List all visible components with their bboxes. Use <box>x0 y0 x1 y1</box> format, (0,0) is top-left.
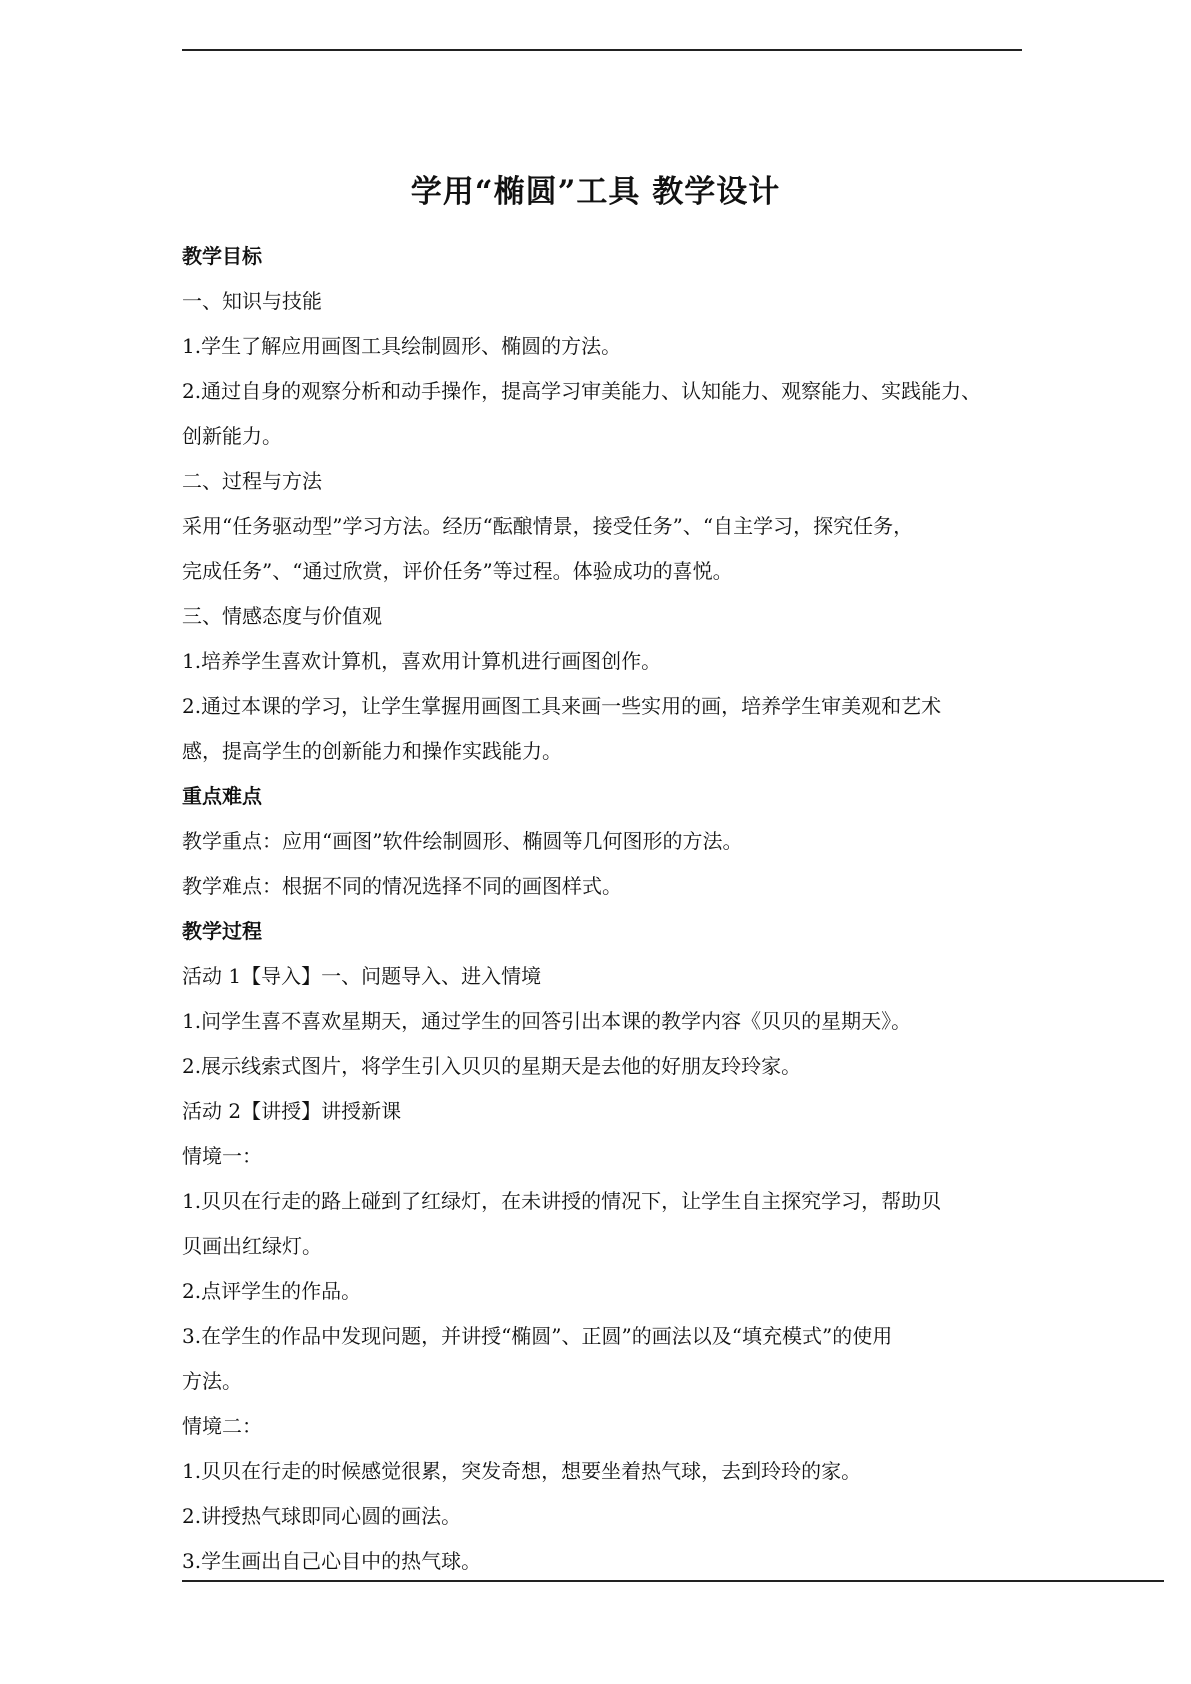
section-heading: 重点难点 <box>182 784 262 808</box>
text-line: 1.培养学生喜欢计算机，喜欢用计算机进行画图创作。 <box>182 649 662 673</box>
text-line: 2.通过本课的学习，让学生掌握用画图工具来画一些实用的画，培养学生审美观和艺术 <box>182 694 942 718</box>
text-line: 情境二： <box>182 1414 262 1438</box>
header-rule <box>182 49 1022 51</box>
text-line: 3.学生画出自己心目中的热气球。 <box>182 1549 482 1573</box>
text-line: 创新能力。 <box>182 424 282 448</box>
text-line: 三、情感态度与价值观 <box>182 604 382 628</box>
text-line: 2.通过自身的观察分析和动手操作，提高学习审美能力、认知能力、观察能力、实践能力、 <box>182 379 982 403</box>
text-line: 活动 1【导入】一、问题导入、进入情境 <box>182 964 542 988</box>
text-line: 贝画出红绿灯。 <box>182 1234 322 1258</box>
text-line: 1.问学生喜不喜欢星期天，通过学生的回答引出本课的教学内容《贝贝的星期天》。 <box>182 1009 912 1033</box>
footer-rule <box>182 1580 1164 1582</box>
text-line: 情境一： <box>182 1144 262 1168</box>
document-body <box>182 234 1022 1584</box>
text-line: 感，提高学生的创新能力和操作实践能力。 <box>182 739 562 763</box>
text-line: 方法。 <box>182 1369 242 1393</box>
text-line: 2.展示线索式图片，将学生引入贝贝的星期天是去他的好朋友玲玲家。 <box>182 1054 802 1078</box>
text-line: 完成任务”、“通过欣赏，评价任务”等过程。体验成功的喜悦。 <box>182 559 733 583</box>
text-line: 教学难点：根据不同的情况选择不同的画图样式。 <box>182 874 622 898</box>
text-line: 教学重点：应用“画图”软件绘制圆形、椭圆等几何图形的方法。 <box>182 829 743 853</box>
document-title: 学用“椭圆”工具 教学设计 <box>410 174 781 210</box>
section-heading: 教学目标 <box>182 244 262 268</box>
text-line: 1.学生了解应用画图工具绘制圆形、椭圆的方法。 <box>182 334 622 358</box>
text-line: 1.贝贝在行走的时候感觉很累，突发奇想，想要坐着热气球，去到玲玲的家。 <box>182 1459 862 1483</box>
text-line: 1.贝贝在行走的路上碰到了红绿灯，在未讲授的情况下，让学生自主探究学习，帮助贝 <box>182 1189 942 1213</box>
text-line: 2.点评学生的作品。 <box>182 1279 362 1303</box>
section-heading: 教学过程 <box>182 919 262 943</box>
text-line: 3.在学生的作品中发现问题，并讲授“椭圆”、正圆”的画法以及“填充模式”的使用 <box>182 1324 893 1348</box>
text-line: 一、知识与技能 <box>182 289 322 313</box>
text-line: 二、过程与方法 <box>182 469 322 493</box>
text-line: 活动 2【讲授】讲授新课 <box>182 1099 402 1123</box>
text-line: 采用“任务驱动型”学习方法。经历“酝酿情景，接受任务”、“自主学习，探究任务， <box>182 514 914 538</box>
text-line: 2.讲授热气球即同心圆的画法。 <box>182 1504 462 1528</box>
